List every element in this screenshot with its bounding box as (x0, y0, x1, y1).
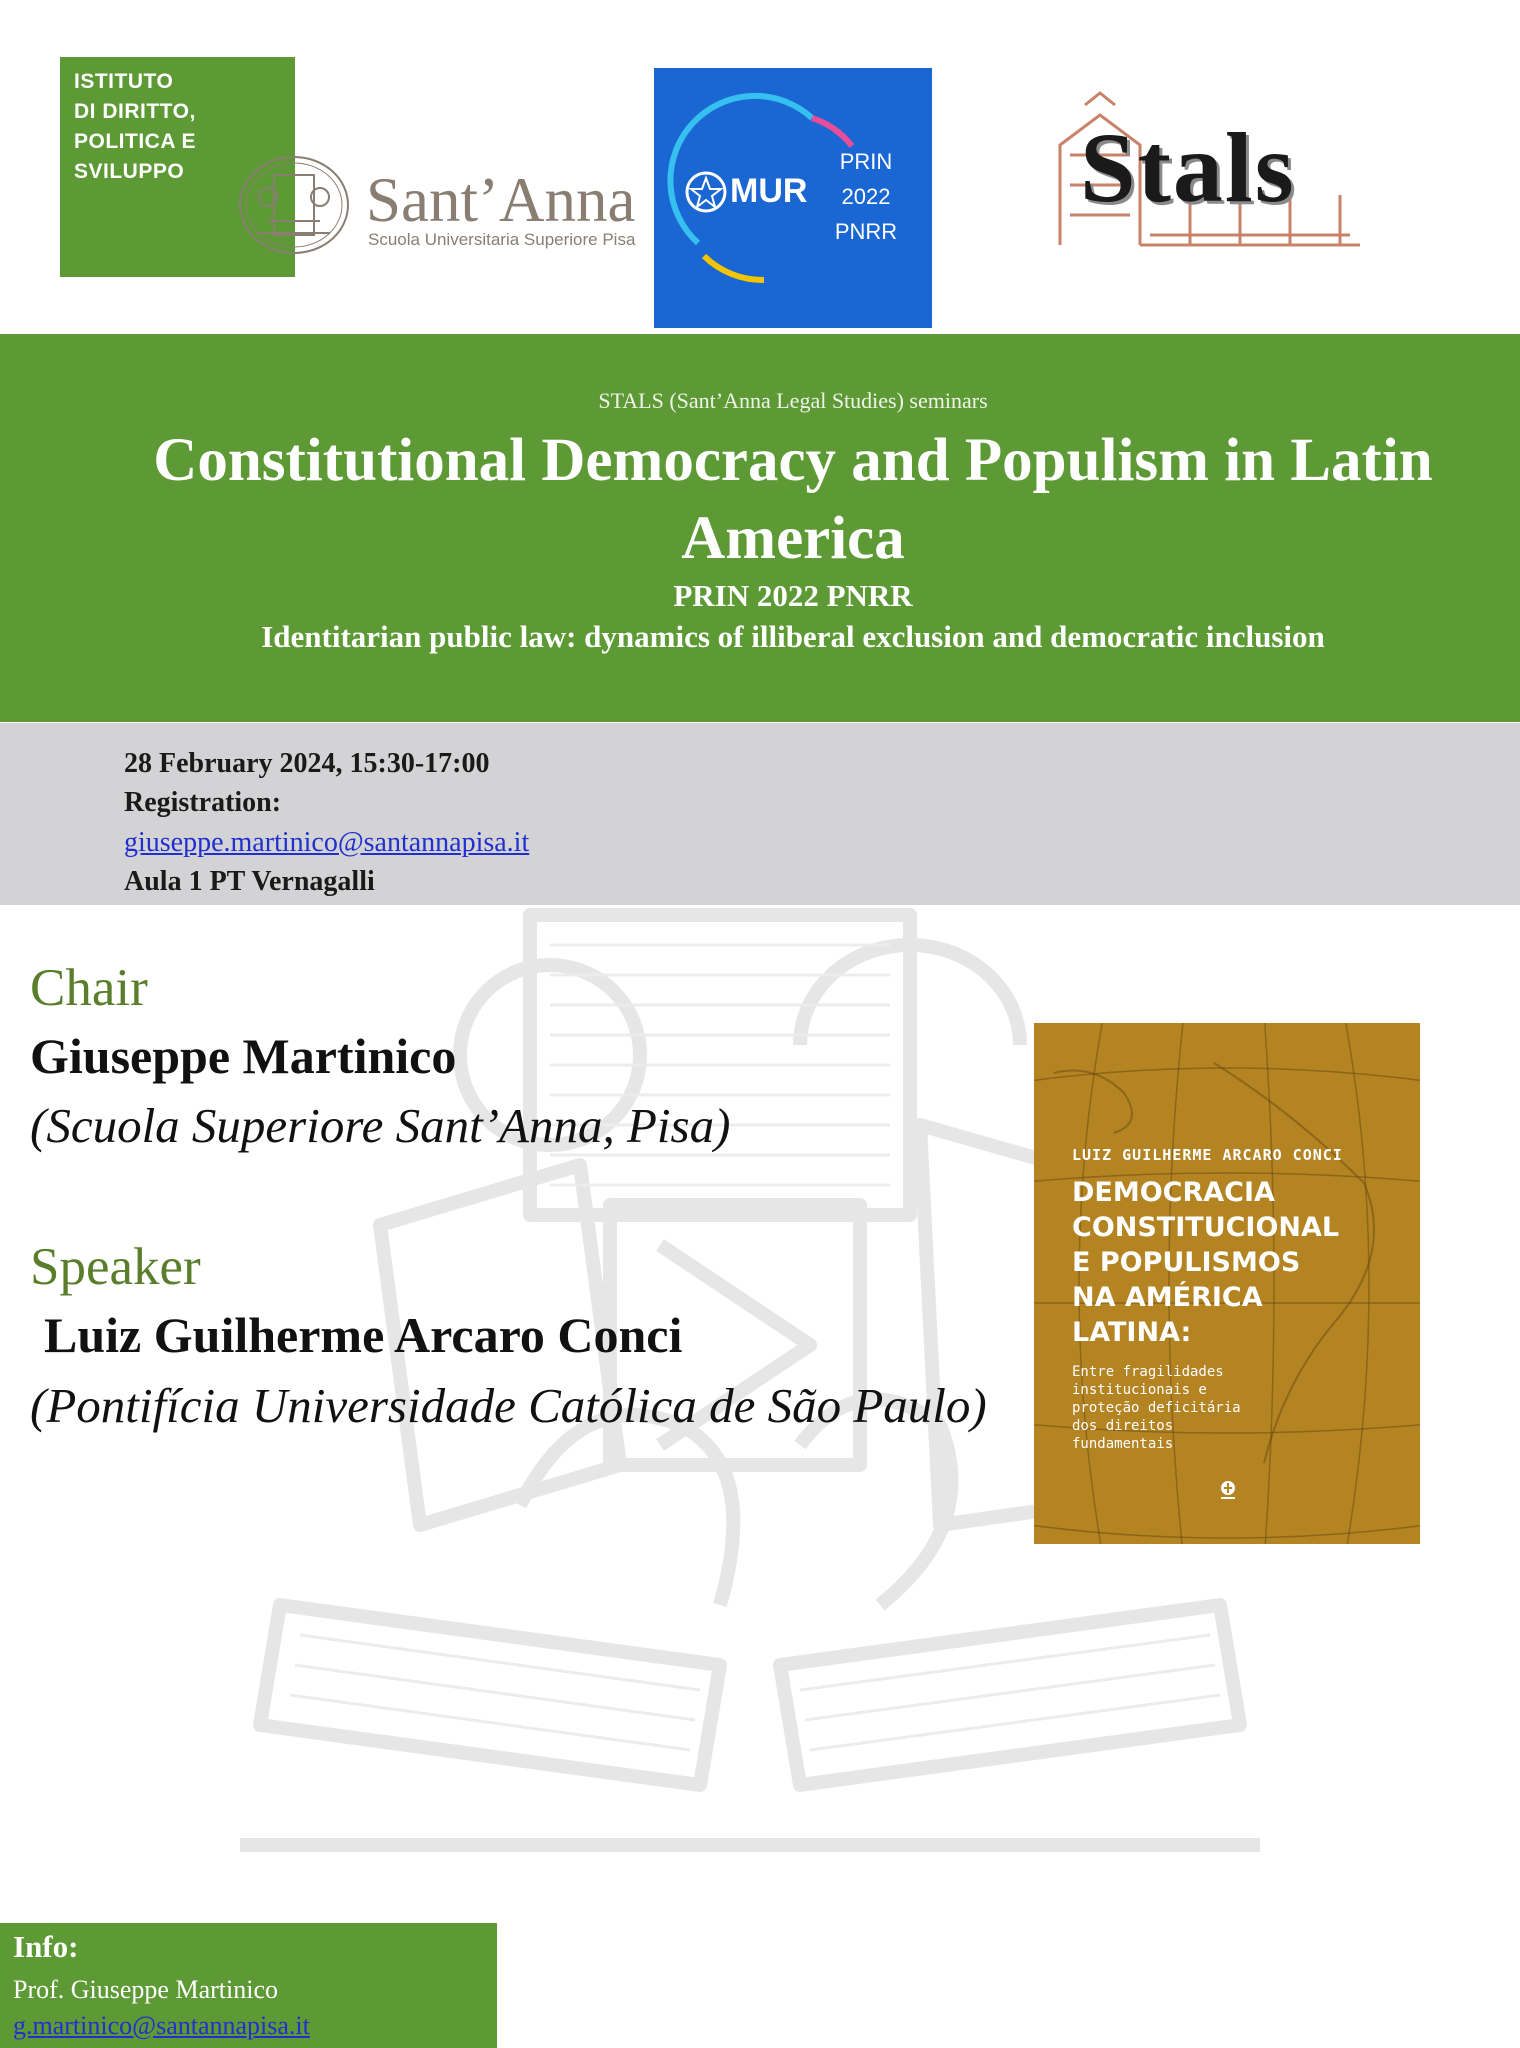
book-subtitle: Entre fragilidades institucionais e proteção deficitária dos direitos fundamentais (1072, 1364, 1241, 1452)
event-date: 28 February 2024, 15:30-17:00 (124, 748, 490, 779)
header-band (0, 334, 1520, 722)
santanna-name: Sant’Anna (366, 165, 636, 235)
mur-logo (654, 68, 932, 328)
speaker-affiliation: (Pontifícia Universidade Católica de São Paulo) (30, 1378, 987, 1433)
mur-side-line: 2022 (841, 184, 891, 209)
book-title: DEMOCRACIA CONSTITUCIONAL E POPULISMOS NA AMÉRICA LATINA: (1072, 1177, 1340, 1348)
registration-email-link[interactable]: giuseppe.martinico@santannapisa.it (124, 827, 530, 858)
chair-affiliation: (Scuola Superiore Sant’Anna, Pisa) (30, 1098, 731, 1153)
stals-wordmark: Stals (1080, 112, 1296, 223)
footer-info-label: Info: (13, 1929, 79, 1964)
event-title: Constitutional Democracy and Populism in Latin America (153, 427, 1433, 572)
santanna-subtitle: Scuola Universitaria Superiore Pisa (368, 230, 636, 249)
chair-name: Giuseppe Martinico (30, 1028, 457, 1084)
project-code: PRIN 2022 PNRR (673, 578, 913, 613)
registration-label: Registration: (124, 787, 282, 818)
footer-info-box (0, 1923, 497, 2048)
mur-word: MUR (730, 172, 808, 210)
mur-side-line: PNRR (834, 219, 898, 244)
footer-email-link[interactable]: g.martinico@santannapisa.it (13, 2011, 310, 2040)
venue: Aula 1 PT Vernagalli (124, 866, 375, 897)
speaker-name: Luiz Guilherme Arcaro Conci (44, 1307, 683, 1363)
footer-contact-person: Prof. Giuseppe Martinico (13, 1975, 279, 2004)
speaker-label: Speaker (30, 1238, 201, 1296)
mur-side-line: PRIN (839, 149, 893, 174)
istituto-logo-text: ISTITUTO DI DIRITTO, POLITICA E SVILUPPO (74, 70, 197, 183)
mur-side-text (826, 144, 906, 249)
publisher-logo-icon (1218, 1479, 1238, 1501)
book-cover (1034, 1023, 1420, 1544)
project-title: Identitarian public law: dynamics of illiberal exclusion and democratic inclusion (261, 619, 1325, 654)
santanna-seal-icon (238, 155, 350, 255)
book-author: LUIZ GUILHERME ARCARO CONCI (1072, 1146, 1343, 1164)
event-info-band (0, 723, 1520, 905)
chair-label: Chair (30, 959, 148, 1017)
series-label: STALS (Sant’Anna Legal Studies) seminars (598, 388, 988, 413)
